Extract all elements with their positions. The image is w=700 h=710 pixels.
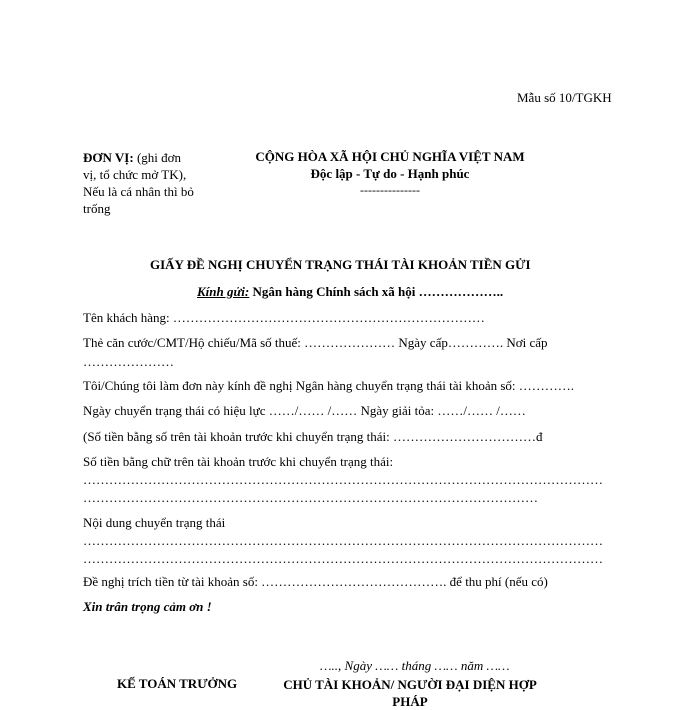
national-header	[245, 148, 535, 199]
amount-numeric-field: (Số tiền bằng số trên tài khoản trước khi chuyển trạng thái: ……………………………đ	[83, 429, 543, 444]
account-holder-line2: PHÁP	[392, 694, 428, 709]
amount-words-line2: ……………………………………………………………………………………………	[83, 490, 538, 505]
addressee	[197, 284, 503, 300]
motto: Độc lập - Tự do - Hạnh phúc	[310, 166, 470, 181]
date-line: ….., Ngày …… tháng …… năm ……	[320, 658, 510, 673]
effective-date-field: Ngày chuyển trạng thái có hiệu lực ……/…… /…… Ngày giải tỏa: ……/…… /……	[83, 403, 526, 418]
customer-name-field: Tên khách hàng: ………………………………………………………………	[83, 310, 485, 325]
content-line1: …………………………………………………………………………………………………………	[83, 533, 603, 548]
id-card-field-line1: Thẻ căn cước/CMT/Hộ chiếu/Mã số thuế: ………………… Ngày cấp…………. Nơi cấp	[83, 335, 548, 350]
signature-chief-accountant: KẾ TOÁN TRƯỞNG	[117, 676, 238, 691]
unit-block	[83, 149, 194, 217]
header-separator: ---------------	[360, 183, 420, 197]
unit-note-line2: vị, tổ chức mở TK),	[83, 167, 187, 182]
amount-words-line1: …………………………………………………………………………………………………………	[83, 472, 603, 487]
fee-account-field: Đề nghị trích tiền từ tài khoản số: ……………………………………. để thu phí (nếu có)	[83, 574, 548, 589]
form-code: Mẫu số 10/TGKH	[517, 90, 612, 105]
unit-label: ĐƠN VỊ:	[83, 150, 134, 165]
unit-note-line1: (ghi đơn	[133, 150, 182, 165]
addressee-value: Ngân hàng Chính sách xã hội ………………..	[249, 284, 504, 299]
thanks-text: Xin trân trọng cảm ơn !	[83, 599, 212, 614]
content-label: Nội dung chuyển trạng thái	[83, 515, 226, 530]
id-card-field-line2: …………………	[83, 354, 174, 369]
account-holder-line1: CHỦ TÀI KHOẢN/ NGƯỜI ĐẠI DIỆN HỢP	[283, 677, 537, 692]
unit-note-line3: Nếu là cá nhân thì bỏ	[83, 184, 194, 199]
addressee-label: Kính gửi:	[197, 284, 250, 299]
unit-note-line4: trống	[83, 201, 111, 216]
request-field: Tôi/Chúng tôi làm đơn này kính đề nghị Ngân hàng chuyển trạng thái tài khoản số: ………….	[83, 378, 575, 393]
content-line2: …………………………………………………………………………………………………………	[83, 551, 603, 566]
amount-words-label: Số tiền bằng chữ trên tài khoản trước khi chuyển trạng thái:	[83, 454, 394, 469]
document-title: GIẤY ĐỀ NGHỊ CHUYỂN TRẠNG THÁI TÀI KHOẢN TIỀN GỬI	[150, 257, 531, 272]
country-name: CỘNG HÒA XÃ HỘI CHỦ NGHĨA VIỆT NAM	[255, 149, 525, 164]
signature-account-holder	[270, 676, 550, 710]
